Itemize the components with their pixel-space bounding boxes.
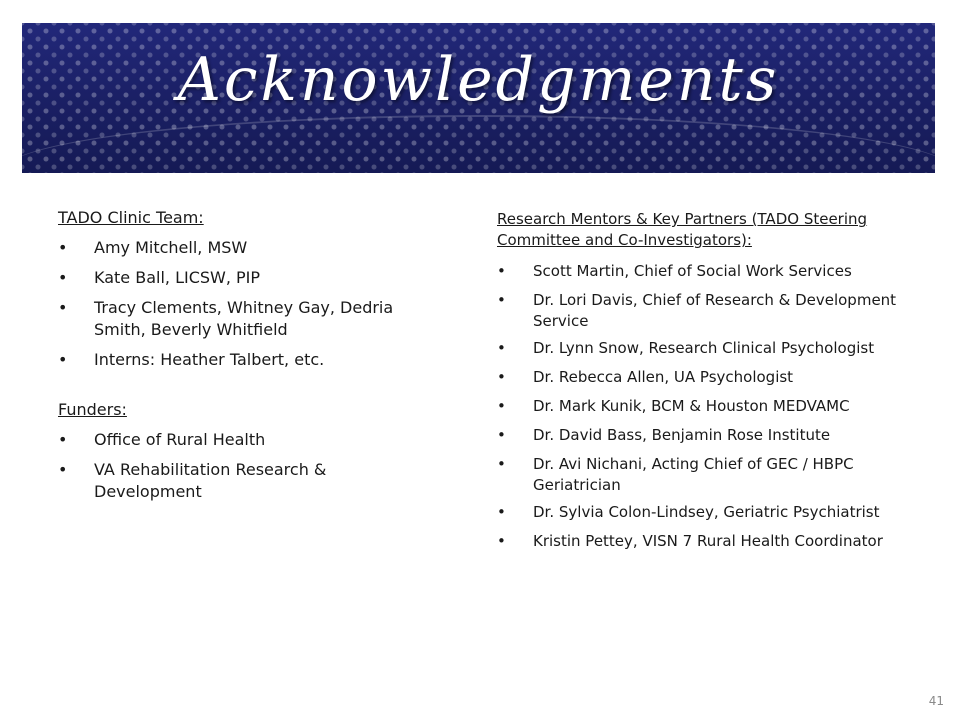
bullet-icon: • [497, 368, 506, 386]
team-member: Amy Mitchell, MSW [94, 238, 248, 257]
partner: Kristin Pettey, VISN 7 Rural Health Coordinator [533, 532, 883, 550]
list-item [58, 267, 428, 289]
bullet-icon: • [497, 339, 506, 357]
list-item [497, 396, 917, 417]
bullet-icon: • [497, 397, 506, 415]
bullet-icon: • [58, 350, 68, 369]
funder: VA Rehabilitation Research & Development [94, 460, 327, 501]
bullet-icon: • [497, 532, 506, 550]
list-item [497, 367, 917, 388]
bullet-icon: • [58, 430, 68, 449]
team-list [58, 237, 428, 371]
list-item [497, 425, 917, 446]
list-item [497, 290, 917, 332]
page-number: 41 [928, 694, 944, 708]
funder: Office of Rural Health [94, 430, 266, 449]
team-member: Interns: Heather Talbert, etc. [94, 350, 325, 369]
bullet-icon: • [497, 291, 506, 309]
partner: Dr. David Bass, Benjamin Rose Institute [533, 426, 831, 444]
partner: Scott Martin, Chief of Social Work Services [533, 262, 852, 280]
list-item [497, 454, 917, 496]
bullet-icon: • [497, 503, 506, 521]
bullet-icon: • [497, 455, 506, 473]
partner: Dr. Rebecca Allen, UA Psychologist [533, 368, 794, 386]
slide-title: Acknowledgments [177, 45, 780, 115]
partner: Dr. Mark Kunik, BCM & Houston MEDVAMC [533, 397, 850, 415]
list-item [497, 531, 917, 552]
partner: Dr. Sylvia Colon-Lindsey, Geriatric Psychiatrist [533, 503, 880, 521]
list-item [58, 237, 428, 259]
team-member: Kate Ball, LICSW, PIP [94, 268, 261, 287]
right-column [497, 209, 917, 560]
list-item [497, 502, 917, 523]
team-heading: TADO Clinic Team: [58, 208, 204, 227]
bullet-icon: • [58, 268, 68, 287]
left-column [58, 207, 428, 511]
bullet-icon: • [58, 238, 68, 257]
partner: Dr. Lori Davis, Chief of Research & Development Service [533, 291, 897, 330]
partner: Dr. Avi Nichani, Acting Chief of GEC / HBPC Geriatrician [533, 455, 854, 494]
bullet-icon: • [58, 298, 68, 317]
partner: Dr. Lynn Snow, Research Clinical Psychologist [533, 339, 875, 357]
team-member: Tracy Clements, Whitney Gay, Dedria Smith, Beverly Whitfield [94, 298, 394, 339]
bullet-icon: • [497, 262, 506, 280]
bullet-icon: • [497, 426, 506, 444]
list-item [58, 297, 428, 341]
list-item [497, 338, 917, 359]
funders-list [58, 429, 428, 503]
list-item [58, 349, 428, 371]
list-item [58, 459, 428, 503]
title-banner [22, 23, 935, 173]
list-item [58, 429, 428, 451]
bullet-icon: • [58, 460, 68, 479]
funders-heading: Funders: [58, 400, 127, 419]
partners-list [497, 261, 917, 552]
list-item [497, 261, 917, 282]
partners-heading: Research Mentors & Key Partners (TADO Steering Committee and Co-Investigators): [497, 210, 868, 249]
